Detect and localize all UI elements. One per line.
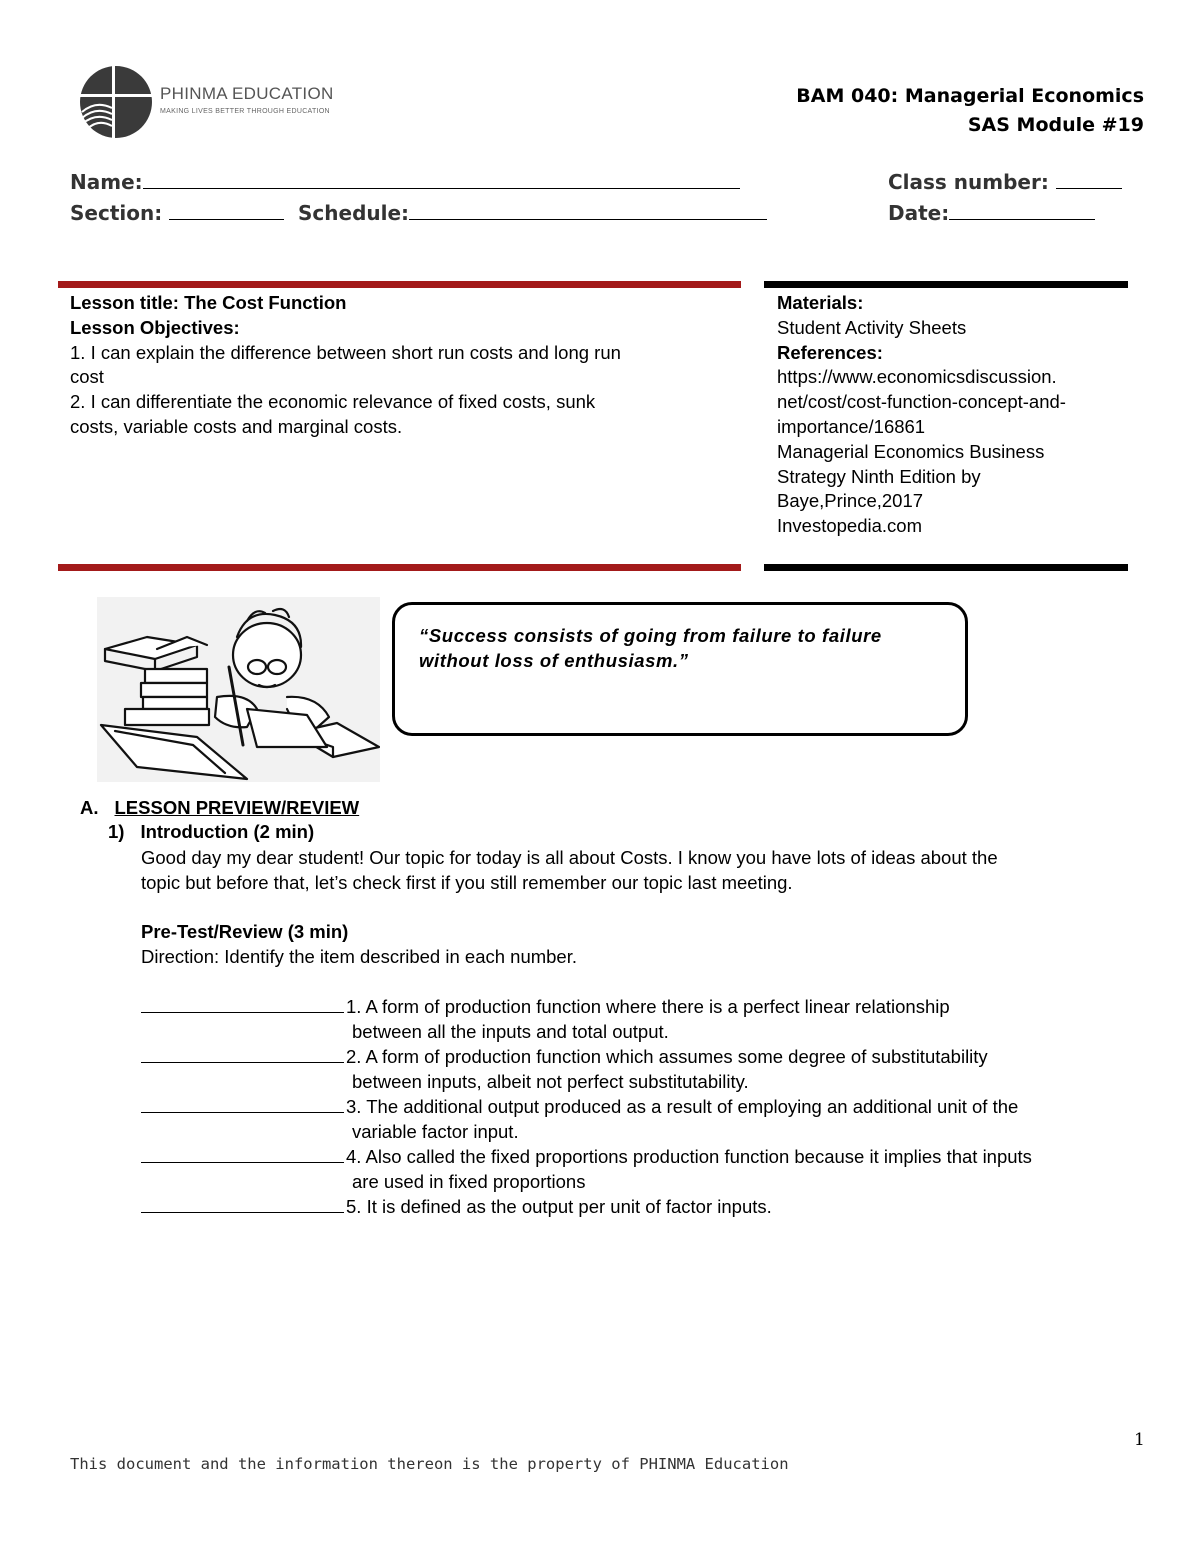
question-text-cont: between inputs, albeit not perfect substitutability. <box>352 1070 749 1092</box>
reference-line: importance/16861 <box>777 415 926 437</box>
class-number-field[interactable] <box>888 168 1122 194</box>
logo-tagline: MAKING LIVES BETTER THROUGH EDUCATION <box>160 108 330 115</box>
intro-line: Good day my dear student! Our topic for today is all about Costs. I know you have lots of ideas about the <box>141 847 998 868</box>
intro-title: Introduction (2 min) <box>140 821 315 842</box>
question-item <box>141 1094 1151 1145</box>
materials-info <box>777 291 1137 539</box>
lesson-info <box>70 291 730 440</box>
studying-student-illustration <box>97 597 380 782</box>
question-text: 2. A form of production function which assumes some degree of substitutability <box>346 1046 988 1067</box>
motivational-quote <box>419 623 882 673</box>
name-field[interactable] <box>70 168 740 194</box>
reference-line: Baye,Prince,2017 <box>777 490 924 512</box>
reference-line: https://www.economicsdiscussion. <box>777 366 1057 388</box>
answer-blank[interactable] <box>141 994 344 1013</box>
schedule-field[interactable] <box>298 199 767 225</box>
question-item <box>141 1194 1151 1220</box>
intro-line: topic but before that, let’s check first if you still remember our topic last meeting. <box>141 871 793 893</box>
question-text-cont: between all the inputs and total output. <box>352 1020 669 1042</box>
objective-line: 1. I can explain the difference between short run costs and long run <box>70 341 621 363</box>
section-a-heading <box>80 797 359 819</box>
quote-line: without loss of enthusiasm.” <box>419 650 689 671</box>
reference-line: Investopedia.com <box>777 515 923 537</box>
bottom-red-divider <box>58 564 741 571</box>
answer-blank[interactable] <box>141 1094 344 1113</box>
course-title: BAM 040: Managerial Economics <box>796 85 1144 107</box>
objective-line: 2. I can differentiate the economic relevance of fixed costs, sunk <box>70 391 596 413</box>
student-writing-icon <box>97 597 380 782</box>
globe-logo-icon <box>76 62 156 146</box>
question-text-cont: variable factor input. <box>352 1120 519 1142</box>
question-text-cont: are used in fixed proportions <box>352 1170 586 1192</box>
date-blank[interactable] <box>949 199 1095 220</box>
quote-line: “Success consists of going from failure to failure <box>419 625 882 646</box>
answer-blank[interactable] <box>141 1044 344 1063</box>
schedule-blank[interactable] <box>409 199 767 220</box>
materials-label: Materials: <box>777 292 864 313</box>
question-text: 4. Also called the fixed proportions production function because it implies that inputs <box>346 1146 1032 1167</box>
bottom-black-divider <box>764 564 1128 571</box>
question-text: 3. The additional output produced as a result of employing an additional unit of the <box>346 1096 1019 1117</box>
intro-heading <box>108 821 314 843</box>
section-label: Section: <box>70 201 163 225</box>
intro-paragraph <box>141 846 998 896</box>
class-number-label: Class number: <box>888 170 1049 194</box>
date-label: Date: <box>888 201 950 225</box>
intro-number: 1) <box>108 821 125 842</box>
section-title: LESSON PREVIEW/REVIEW <box>114 797 360 818</box>
objective-line: cost <box>70 366 104 388</box>
course-header <box>796 82 1144 140</box>
section-blank[interactable] <box>169 199 284 220</box>
question-item <box>141 1144 1151 1195</box>
top-red-divider <box>58 281 741 288</box>
material-item: Student Activity Sheets <box>777 316 967 338</box>
reference-line: Managerial Economics Business <box>777 440 1045 462</box>
page-number: 1 <box>1134 1430 1145 1450</box>
pretest-title: Pre-Test/Review (3 min) <box>141 921 349 942</box>
pretest-direction: Direction: Identify the item described in each number. <box>141 946 578 967</box>
logo-name: PHINMA EDUCATION <box>160 84 334 103</box>
footer-notice: This document and the information thereon is the property of PHINMA Education <box>70 1455 789 1473</box>
references-label: References: <box>777 341 883 363</box>
answer-blank[interactable] <box>141 1144 344 1163</box>
class-number-blank[interactable] <box>1056 168 1122 189</box>
reference-line: Strategy Ninth Edition by <box>777 465 981 487</box>
lesson-title: Lesson title: The Cost Function <box>70 292 347 313</box>
question-item <box>141 994 1151 1045</box>
reference-line: net/cost/cost-function-concept-and- <box>777 391 1066 413</box>
date-field[interactable] <box>888 199 1095 225</box>
section-field[interactable] <box>70 199 284 225</box>
module-number: SAS Module #19 <box>967 114 1144 136</box>
objective-line: costs, variable costs and marginal costs. <box>70 415 403 437</box>
schedule-label: Schedule: <box>298 201 410 225</box>
question-text: 5. It is defined as the output per unit of factor inputs. <box>346 1196 772 1217</box>
objectives-label: Lesson Objectives: <box>70 316 240 338</box>
name-blank[interactable] <box>143 168 740 189</box>
name-label: Name: <box>70 170 143 194</box>
section-letter: A. <box>80 797 99 818</box>
top-black-divider <box>764 281 1128 288</box>
quote-box <box>392 602 968 736</box>
phinma-logo <box>76 62 336 146</box>
question-item <box>141 1044 1151 1095</box>
answer-blank[interactable] <box>141 1194 344 1213</box>
question-text: 1. A form of production function where there is a perfect linear relationship <box>346 996 950 1017</box>
